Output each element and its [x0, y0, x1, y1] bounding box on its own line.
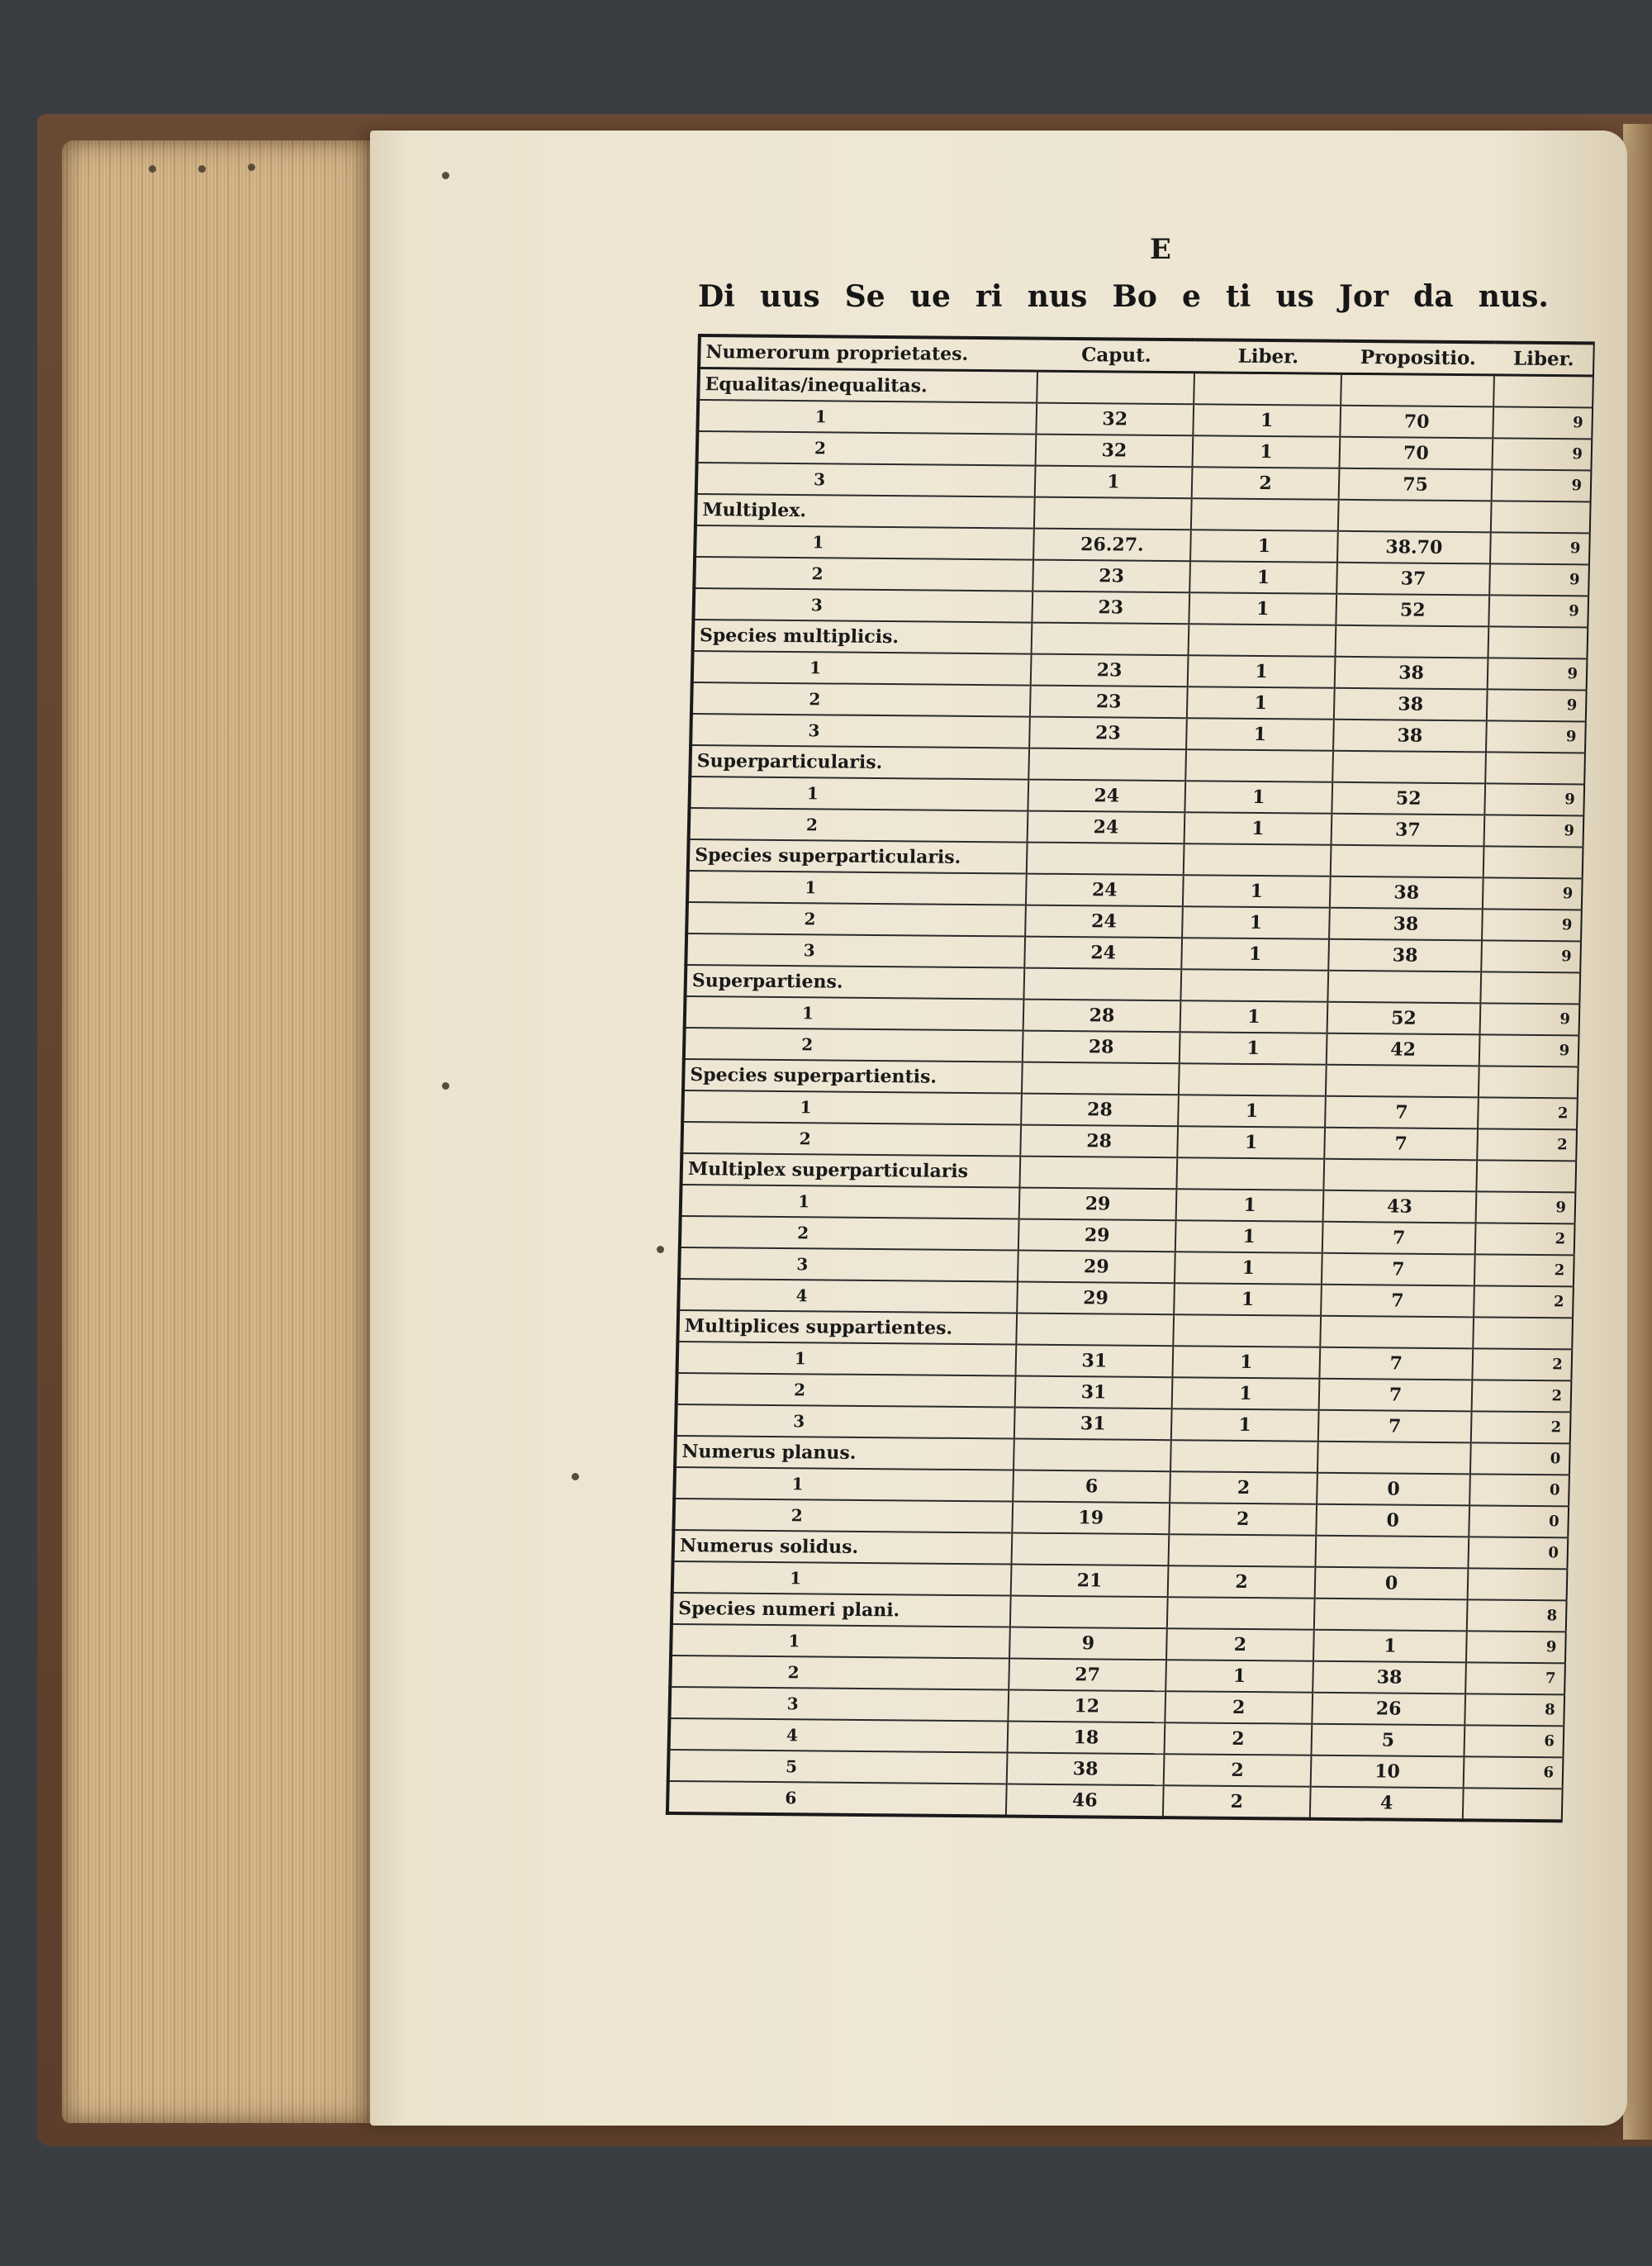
section-label: Superpartiens.	[691, 970, 843, 993]
liber2-cell	[1480, 971, 1580, 1004]
liber-cell: 1	[1189, 592, 1336, 625]
caput-cell: 21	[1011, 1565, 1169, 1598]
propositio-cell: 0	[1316, 1504, 1469, 1537]
liber-cell: 1	[1187, 686, 1335, 720]
liber2-cell: 9	[1490, 532, 1590, 564]
item-number: 3	[796, 1254, 809, 1275]
liber-cell: 1	[1178, 1095, 1326, 1128]
liber2-cell	[1468, 1568, 1568, 1600]
liber2-cell: 9	[1492, 438, 1592, 470]
column-header: Caput.	[1037, 339, 1195, 373]
caput-cell: 28	[1021, 1094, 1179, 1127]
item-number: 2	[811, 563, 824, 584]
section-label: Numerus solidus.	[679, 1535, 859, 1558]
liber2-cell: 2	[1475, 1223, 1575, 1255]
facing-page-edge	[1623, 124, 1652, 2140]
title-word: Se	[844, 279, 885, 314]
propositio-cell	[1314, 1599, 1468, 1632]
liber-cell: 2	[1164, 1754, 1312, 1787]
liber-cell: 1	[1177, 1126, 1325, 1159]
caput-cell	[1019, 1157, 1177, 1190]
liber-cell: 1	[1175, 1252, 1322, 1285]
caput-cell: 23	[1031, 654, 1189, 687]
item-number: 1	[809, 658, 822, 678]
section-label: Multiplex.	[702, 499, 807, 522]
item-number: 1	[800, 1097, 812, 1118]
title-word: Jor	[1339, 279, 1389, 314]
propositio-cell: 70	[1340, 406, 1493, 439]
propositio-cell: 7	[1325, 1096, 1479, 1129]
liber2-cell: 8	[1464, 1694, 1564, 1726]
caput-cell: 9	[1009, 1627, 1167, 1660]
propositio-cell	[1320, 1316, 1474, 1349]
item-number: 1	[805, 877, 817, 898]
liber2-cell: 9	[1482, 909, 1582, 941]
liber-cell: 1	[1193, 404, 1341, 437]
section-label: Multiplices suppartientes.	[684, 1315, 953, 1339]
liber-cell	[1176, 1157, 1324, 1190]
propositio-cell: 7	[1319, 1379, 1473, 1412]
liber-cell: 1	[1175, 1220, 1323, 1253]
liber2-cell: 9	[1492, 469, 1592, 501]
title-word: Bo	[1112, 279, 1157, 314]
item-number: 1	[814, 406, 827, 427]
liber2-cell: 9	[1487, 689, 1587, 721]
liber-cell: 1	[1171, 1409, 1319, 1442]
liber2-cell: 7	[1465, 1662, 1565, 1694]
liber-cell: 1	[1189, 561, 1337, 594]
liber-cell: 1	[1181, 938, 1329, 971]
caput-cell	[1037, 371, 1194, 404]
caput-cell: 29	[1019, 1188, 1177, 1221]
item-number: 1	[806, 783, 819, 804]
caput-cell: 18	[1008, 1722, 1165, 1755]
propositio-cell: 38	[1329, 908, 1483, 941]
liber-cell: 1	[1182, 906, 1330, 939]
liber-cell: 2	[1165, 1691, 1313, 1724]
propositio-cell: 7	[1319, 1347, 1473, 1380]
propositio-cell: 38.70	[1337, 531, 1491, 564]
caput-cell: 24	[1024, 937, 1182, 970]
caput-cell: 23	[1029, 717, 1187, 750]
liber-cell	[1173, 1314, 1321, 1347]
column-header: Liber.	[1494, 342, 1594, 376]
propositio-cell: 0	[1315, 1567, 1469, 1600]
liber-cell: 1	[1188, 655, 1336, 688]
signature-mark: E	[1150, 233, 1171, 266]
liber-cell: 1	[1176, 1189, 1324, 1222]
propositio-cell	[1332, 751, 1486, 784]
liber-cell	[1191, 498, 1339, 531]
caput-cell: 24	[1025, 905, 1183, 938]
title-word: Di	[698, 279, 735, 314]
liber-cell	[1168, 1534, 1316, 1567]
liber-cell: 2	[1168, 1565, 1316, 1599]
page-edges	[62, 140, 392, 2123]
liber2-cell	[1483, 846, 1583, 878]
item-number: 1	[791, 1474, 804, 1494]
section-label: Superparticularis.	[696, 750, 883, 774]
liber-cell: 1	[1184, 812, 1332, 845]
title-word: e	[1182, 279, 1201, 314]
liber2-cell: 9	[1488, 658, 1588, 690]
section-label: Species superparticularis.	[694, 844, 961, 868]
propositio-cell	[1341, 373, 1494, 406]
item-number: 1	[789, 1568, 802, 1589]
propositio-cell: 1	[1313, 1630, 1467, 1663]
wormhole	[442, 1082, 449, 1090]
propositio-cell: 42	[1327, 1033, 1480, 1066]
item-number: 4	[795, 1285, 808, 1306]
propositio-cell: 7	[1322, 1222, 1476, 1255]
caput-cell	[1012, 1533, 1170, 1566]
liber2-cell: 6	[1464, 1756, 1564, 1789]
liber2-cell: 8	[1467, 1599, 1567, 1632]
item-number: 3	[810, 595, 824, 615]
caput-cell: 29	[1017, 1282, 1175, 1315]
liber-cell: 1	[1180, 1000, 1328, 1033]
liber2-cell	[1485, 752, 1585, 784]
liber2-cell: 2	[1474, 1285, 1574, 1318]
title-word: nus	[1027, 279, 1088, 314]
caput-cell: 28	[1023, 1031, 1180, 1064]
propositio-cell: 26	[1312, 1693, 1465, 1726]
column-header: Liber.	[1194, 340, 1342, 373]
wormhole	[572, 1473, 579, 1480]
caput-cell: 29	[1018, 1251, 1175, 1284]
item-number: 3	[803, 940, 815, 961]
column-header: Propositio.	[1341, 341, 1495, 375]
propositio-cell: 43	[1323, 1190, 1477, 1223]
liber2-cell: 9	[1483, 877, 1583, 910]
liber-cell: 1	[1184, 781, 1332, 814]
liber2-cell: 2	[1471, 1411, 1571, 1443]
caput-cell: 27	[1009, 1659, 1166, 1692]
proprietates-table-wrap	[666, 334, 1592, 1814]
propositio-cell: 37	[1332, 814, 1485, 847]
propositio-cell: 52	[1327, 1002, 1481, 1035]
item-number: 1	[797, 1191, 810, 1212]
title-word: us	[1275, 279, 1314, 314]
liber2-cell: 9	[1484, 815, 1584, 847]
liber-cell	[1170, 1440, 1318, 1473]
liber2-cell: 2	[1477, 1128, 1577, 1161]
liber-cell: 2	[1165, 1722, 1313, 1755]
caput-cell: 38	[1007, 1753, 1165, 1786]
propositio-cell	[1327, 971, 1481, 1004]
caput-cell: 6	[1013, 1470, 1170, 1504]
item-number: 3	[786, 1694, 800, 1714]
propositio-cell	[1331, 845, 1484, 878]
section-label: Species numeri plani.	[678, 1598, 900, 1622]
propositio-cell	[1315, 1536, 1469, 1569]
propositio-cell	[1326, 1065, 1479, 1098]
liber2-cell	[1476, 1160, 1576, 1192]
liber2-cell	[1488, 626, 1588, 658]
caput-cell: 23	[1030, 686, 1188, 719]
item-number: 3	[808, 720, 820, 741]
liber2-cell: 9	[1481, 940, 1581, 972]
column-header: Numerorum proprietates.	[699, 335, 1038, 371]
liber2-cell: 0	[1469, 1474, 1569, 1506]
liber-cell	[1167, 1597, 1315, 1630]
title-word: uus	[760, 279, 820, 314]
item-number: 1	[788, 1631, 800, 1651]
item-number: 2	[804, 909, 816, 929]
running-title	[698, 279, 1549, 314]
propositio-cell: 0	[1317, 1473, 1470, 1506]
liber-cell	[1180, 969, 1328, 1002]
item-number: 2	[787, 1662, 800, 1683]
item-number: 5	[785, 1756, 798, 1777]
title-word: ri	[975, 279, 1003, 314]
liber-cell: 1	[1174, 1283, 1322, 1316]
caput-cell: 23	[1032, 560, 1190, 593]
liber2-cell: 9	[1480, 1003, 1580, 1035]
propositio-cell: 38	[1328, 939, 1482, 972]
wormhole	[248, 164, 255, 171]
liber2-cell: 0	[1469, 1505, 1569, 1537]
liber-cell: 1	[1193, 435, 1341, 468]
caput-cell: 12	[1008, 1690, 1165, 1723]
item-number: 4	[786, 1725, 799, 1746]
liber-cell	[1184, 843, 1332, 876]
wormhole	[657, 1246, 664, 1253]
propositio-cell: 7	[1321, 1285, 1474, 1318]
item-number: 2	[809, 689, 821, 710]
liber2-cell: 9	[1476, 1191, 1576, 1223]
liber2-cell: 0	[1468, 1537, 1568, 1569]
liber-cell: 1	[1172, 1346, 1320, 1379]
caput-cell: 29	[1018, 1219, 1176, 1252]
liber-cell: 1	[1172, 1377, 1320, 1410]
liber2-cell: 9	[1488, 595, 1588, 627]
wormhole	[442, 172, 449, 179]
item-number: 3	[813, 469, 826, 490]
item-number: 2	[790, 1505, 803, 1526]
liber-cell	[1179, 1063, 1327, 1096]
liber-cell: 2	[1192, 467, 1340, 500]
liber-cell: 1	[1183, 875, 1331, 908]
caput-cell: 19	[1012, 1502, 1170, 1535]
table-body	[667, 368, 1593, 1822]
propositio-cell	[1336, 625, 1489, 658]
caput-cell: 31	[1015, 1376, 1173, 1409]
wormhole	[198, 165, 206, 173]
liber2-cell	[1479, 1066, 1578, 1098]
section-label: Species superpartientis.	[690, 1064, 938, 1088]
propositio-cell: 38	[1334, 688, 1488, 721]
propositio-cell: 5	[1311, 1724, 1464, 1757]
propositio-cell: 4	[1310, 1787, 1464, 1821]
propositio-cell: 37	[1336, 563, 1490, 596]
item-number: 6	[785, 1788, 797, 1808]
liber-cell: 2	[1163, 1785, 1311, 1819]
liber2-cell: 2	[1472, 1380, 1572, 1412]
item-number: 2	[793, 1380, 806, 1400]
liber2-cell	[1463, 1788, 1563, 1821]
caput-cell	[1034, 497, 1192, 530]
caput-cell: 1	[1035, 466, 1193, 499]
caput-cell: 24	[1026, 874, 1184, 907]
liber-cell: 1	[1190, 530, 1338, 563]
caput-cell	[1032, 623, 1189, 656]
caput-cell: 32	[1036, 403, 1194, 436]
liber2-cell	[1491, 501, 1591, 533]
liber-cell: 1	[1180, 1032, 1327, 1065]
propositio-cell: 7	[1324, 1128, 1478, 1161]
caput-cell: 32	[1036, 435, 1194, 468]
caput-cell	[1010, 1596, 1168, 1629]
caput-cell	[1016, 1314, 1174, 1347]
liber2-cell: 2	[1478, 1097, 1578, 1129]
caput-cell	[1027, 843, 1184, 876]
item-number: 2	[799, 1128, 811, 1149]
title-word: ue	[909, 279, 951, 314]
liber2-cell: 9	[1479, 1034, 1579, 1066]
propositio-cell: 38	[1335, 657, 1488, 690]
propositio-cell: 38	[1313, 1661, 1466, 1694]
liber-cell	[1194, 373, 1341, 406]
caput-cell	[1028, 748, 1186, 781]
section-label: Multiplex superparticularis	[687, 1158, 969, 1183]
wormhole	[149, 165, 156, 173]
item-number: 2	[814, 438, 827, 458]
liber-cell: 2	[1166, 1628, 1314, 1661]
title-word: ti	[1226, 279, 1251, 314]
propositio-cell: 38	[1333, 720, 1487, 753]
propositio-cell: 38	[1330, 876, 1483, 910]
item-number: 1	[812, 532, 824, 553]
proprietates-table	[666, 334, 1595, 1822]
propositio-cell	[1317, 1442, 1471, 1475]
liber2-cell: 0	[1470, 1442, 1570, 1475]
propositio-cell: 52	[1336, 594, 1489, 627]
item-number: 1	[801, 1003, 814, 1024]
propositio-cell: 7	[1322, 1253, 1475, 1286]
liber-cell: 2	[1170, 1471, 1317, 1504]
propositio-cell: 70	[1339, 437, 1493, 470]
propositio-cell: 52	[1332, 782, 1485, 815]
caput-cell: 46	[1006, 1784, 1164, 1818]
caput-cell: 28	[1020, 1125, 1178, 1158]
title-word: nus.	[1478, 279, 1549, 314]
liber-cell	[1189, 624, 1336, 657]
liber2-cell: 2	[1474, 1254, 1574, 1286]
liber2-cell	[1473, 1317, 1573, 1349]
section-label: Species multiplicis.	[699, 625, 900, 648]
caput-cell: 26.27.	[1033, 529, 1191, 562]
caput-cell: 24	[1028, 811, 1185, 844]
liber2-cell: 9	[1493, 406, 1593, 439]
propositio-cell: 10	[1311, 1755, 1464, 1789]
propositio-cell	[1338, 500, 1492, 533]
liber2-cell: 9	[1484, 783, 1584, 815]
propositio-cell: 75	[1339, 468, 1493, 501]
section-label: Numerus planus.	[681, 1441, 857, 1464]
caput-cell: 31	[1015, 1345, 1173, 1378]
item-number: 2	[800, 1034, 814, 1055]
section-label: Equalitas/inequalitas.	[705, 373, 928, 397]
propositio-cell: 7	[1318, 1410, 1472, 1443]
caput-cell: 31	[1014, 1408, 1172, 1441]
item-number: 3	[793, 1411, 805, 1432]
caput-cell: 23	[1032, 591, 1189, 625]
propositio-cell	[1323, 1159, 1477, 1192]
liber2-cell: 9	[1466, 1631, 1566, 1663]
liber2-cell: 6	[1464, 1725, 1564, 1757]
caput-cell	[1023, 968, 1181, 1001]
table-row	[667, 1781, 1563, 1821]
liber2-cell: 2	[1472, 1348, 1572, 1380]
liber2-cell: 9	[1486, 720, 1586, 753]
liber2-cell: 9	[1489, 563, 1589, 596]
liber2-cell	[1493, 375, 1593, 408]
item-number: 1	[794, 1348, 807, 1369]
caput-cell: 24	[1028, 780, 1185, 813]
liber-cell	[1185, 749, 1333, 782]
liber-cell: 1	[1165, 1660, 1313, 1693]
liber-cell: 2	[1169, 1503, 1317, 1536]
item-number: 2	[805, 815, 819, 835]
caput-cell	[1014, 1439, 1171, 1472]
caput-cell: 28	[1023, 1000, 1181, 1033]
caput-cell	[1022, 1062, 1180, 1095]
liber-cell: 1	[1186, 718, 1334, 751]
title-word: da	[1413, 279, 1454, 314]
item-number: 2	[797, 1223, 809, 1243]
